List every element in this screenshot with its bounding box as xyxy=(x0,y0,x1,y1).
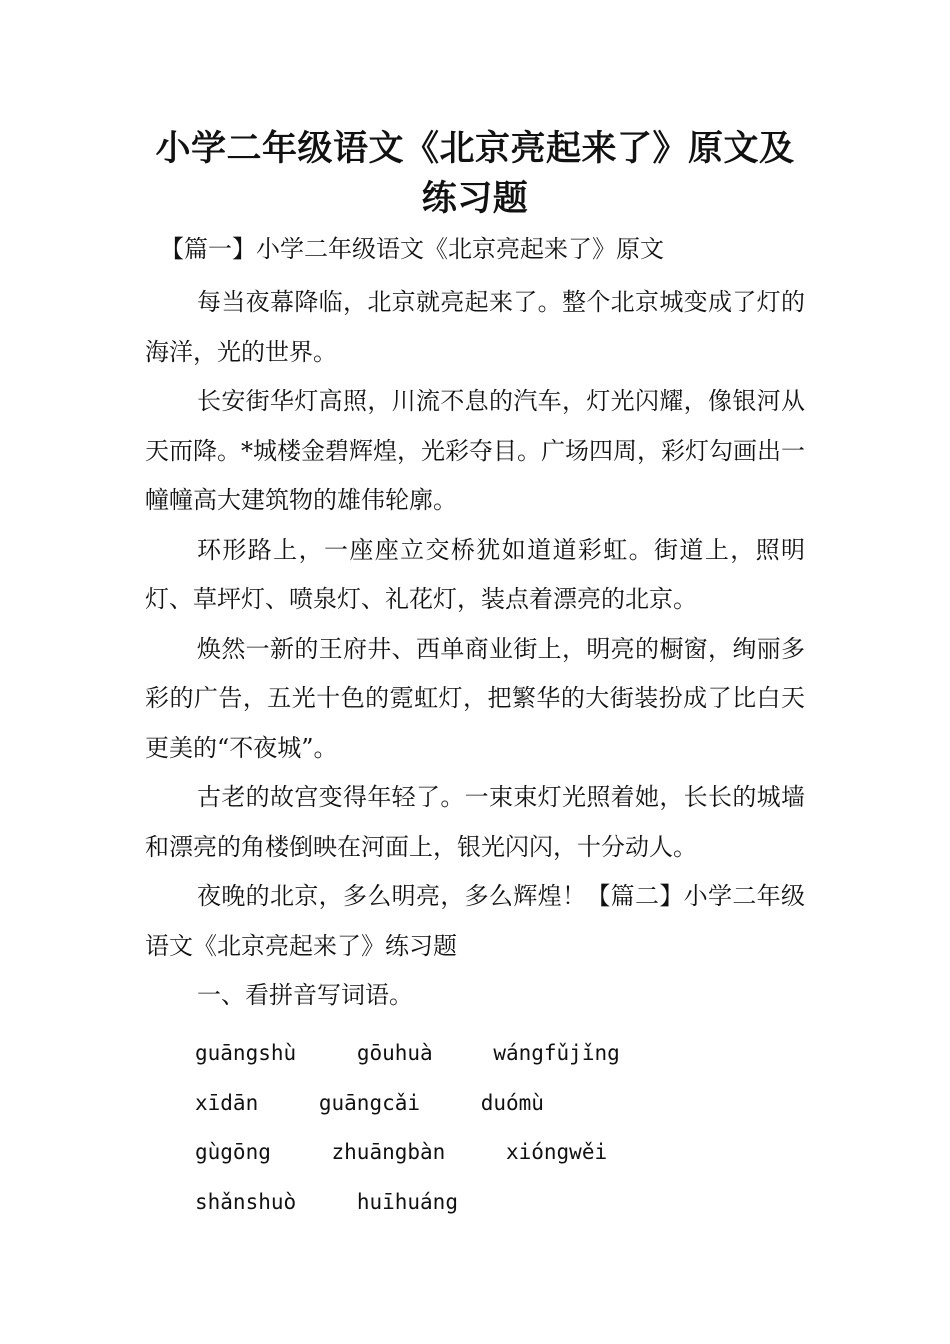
paragraph: 古老的故宫变得年轻了。一束束灯光照着她，长长的城墙和漂亮的角楼倒映在河面上，银光闪闪，十分动人。 xyxy=(145,783,805,861)
document-title xyxy=(145,124,805,224)
article-body xyxy=(145,278,805,1021)
pinyin-word: duómù xyxy=(480,1090,544,1115)
pinyin-row xyxy=(195,1178,805,1228)
paragraph: 每当夜幕降临，北京就亮起来了。整个北京城变成了灯的海洋，光的世界。 xyxy=(145,288,805,366)
paragraph: 环形路上，一座座立交桥犹如道道彩虹。街道上，照明灯、草坪灯、喷泉灯、礼花灯，装点着漂亮的北京。 xyxy=(145,535,805,613)
pinyin-row xyxy=(195,1029,805,1079)
pinyin-word: xīdān xyxy=(195,1090,259,1115)
pinyin-word: wángfǔjǐng xyxy=(493,1041,620,1065)
pinyin-word: guāngcǎi xyxy=(318,1090,421,1115)
pinyin-row xyxy=(195,1079,805,1129)
title-line-1: 小学二年级语文《北京亮起来了》原文及 xyxy=(155,129,795,169)
exercise-heading: 一、看拼音写词语。 xyxy=(197,981,413,1009)
paragraph: 长安街华灯高照，川流不息的汽车，灯光闪耀，像银河从天而降。*城楼金碧辉煌，光彩夺目。广场四周，彩灯勾画出一幢幢高大建筑物的雄伟轮廓。 xyxy=(145,387,805,514)
pinyin-word: gōuhuà xyxy=(356,1041,433,1065)
pinyin-word: guāngshù xyxy=(195,1041,297,1065)
pinyin-word: zhuāngbàn xyxy=(331,1140,446,1164)
title-line-2: 练习题 xyxy=(421,179,529,219)
pinyin-word: huīhuáng xyxy=(356,1189,458,1214)
paragraph: 焕然一新的王府井、西单商业街上，明亮的橱窗，绚丽多彩的广告，五光十色的霓虹灯，把繁华的大街装扮成了比白天更美的“不夜城”。 xyxy=(145,634,805,762)
paragraph: 夜晚的北京，多么明亮，多么辉煌！【篇二】小学二年级语文《北京亮起来了》练习题 xyxy=(145,882,805,960)
pinyin-exercise xyxy=(195,1029,805,1227)
pinyin-word: shǎnshuò xyxy=(195,1189,297,1214)
section-heading: 【篇一】小学二年级语文《北京亮起来了》原文 xyxy=(160,235,664,263)
pinyin-word: gùgōng xyxy=(195,1140,271,1164)
pinyin-word: xióngwěi xyxy=(505,1140,608,1164)
pinyin-row xyxy=(195,1128,805,1178)
